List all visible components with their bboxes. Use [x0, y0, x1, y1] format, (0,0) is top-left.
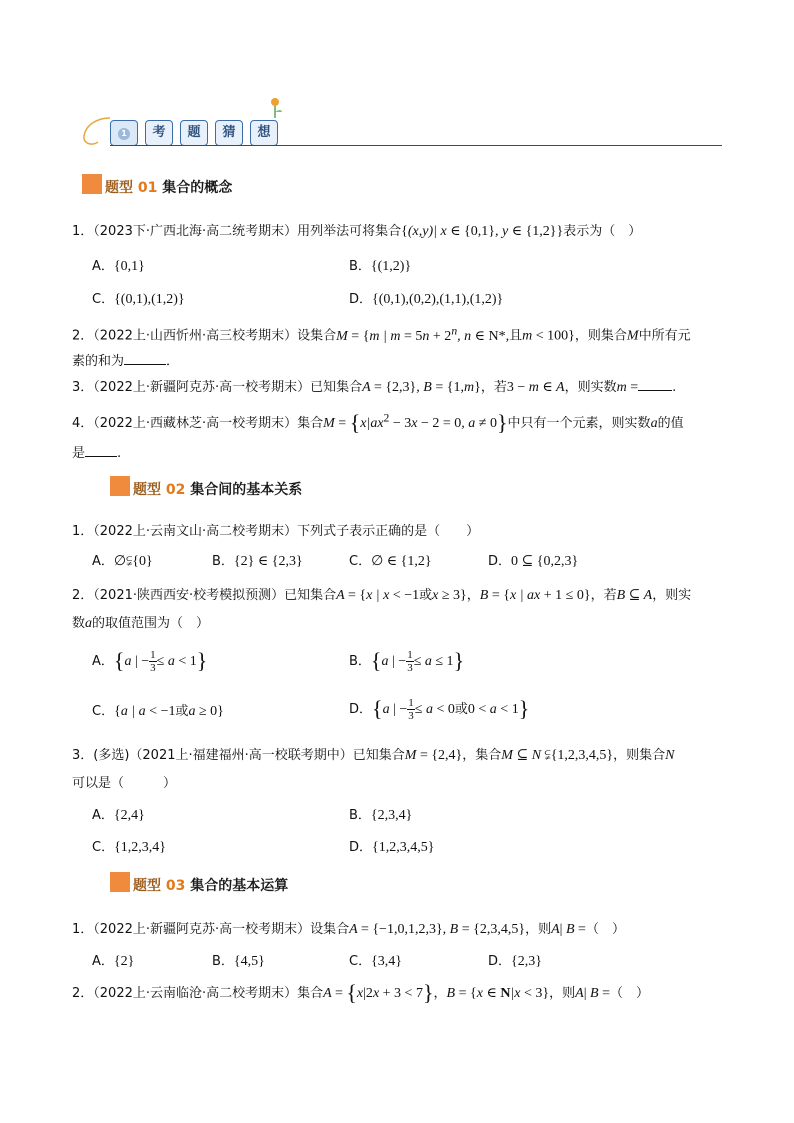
- header-char-2: 题: [180, 120, 208, 146]
- s1-q2-stem: 2．（2022上·山西忻州·高三校考期末）设集合M = {m | $m = 5n + 2^n$, n ∈ N*,且m < 100}，则集合M中所有元: [72, 324, 691, 344]
- s3-q1-option-b: B．{4,5}: [212, 954, 265, 969]
- swirl-decoration-icon: [80, 114, 114, 148]
- section-square-icon: [82, 174, 102, 194]
- s2-q2-option-a: A．{a | − $\frac{1}{3}$ ≤ a < 1}: [92, 648, 208, 675]
- s3-q1-option-d: D．{2,3}: [488, 954, 542, 969]
- header-number-badge: 1: [110, 120, 138, 146]
- s2-q2-line2: 数a的取值范围为（ ）: [72, 616, 210, 631]
- flower-icon: [265, 96, 285, 120]
- s1-q4-stem: 4．（2022上·西藏林芝·高一校考期末）集合$M = \{x|ax^2 - 3x - 2 = 0$, a ≠ 0}中只有一个元素，则实数a的值: [72, 410, 684, 435]
- s2-q1-option-d: D．0 ⊆ {0,2,3}: [488, 554, 579, 569]
- s2-q3-option-c: C．{1,2,3,4}: [92, 840, 167, 855]
- s2-q1-option-b: B．{2} ∈ {2,3}: [212, 554, 303, 569]
- s2-q3-option-d: D．{1,2,3,4,5}: [349, 840, 435, 855]
- s1-q4-line2: 是 .: [72, 446, 122, 461]
- s1-q2-line2: 素的和为 ．: [72, 354, 180, 369]
- header-rule: [110, 145, 722, 146]
- s2-q1-option-a: A．∅⫋{0}: [92, 554, 153, 569]
- s3-q2-stem: 2．（2022上·云南临沧·高二校考期末）集合A = {x|2x + 3 < 7}，B = {x ∈ N|x < 3}，则A| B =（ ）: [72, 980, 649, 1005]
- section-square-icon: [110, 476, 130, 496]
- s2-q2-option-b: B．{a | − $\frac{1}{3}$ ≤ a ≤ 1}: [349, 648, 465, 675]
- s2-q3-option-a: A．{2,4}: [92, 808, 145, 823]
- s2-q3-option-b: B．{2,3,4}: [349, 808, 413, 823]
- header-banner: [80, 96, 722, 152]
- s1-q1-option-c: C．{(0,1),(1,2)}: [92, 292, 185, 307]
- s1-q1-option-a: A．{0,1}: [92, 259, 145, 274]
- s2-q2-stem: 2．（2021·陕西西安·校考模拟预测）已知集合A = {x | x < −1或x ≥ 3}，B = {x | ax + 1 ≤ 0}，若B ⊆ A，则实: [72, 588, 692, 603]
- s2-q1-stem: 1．（2022上·云南文山·高二校考期末）下列式子表示正确的是（ ）: [72, 524, 480, 539]
- s3-q1-option-a: A．{2}: [92, 954, 135, 969]
- s2-q1-option-c: C．∅ ∈ {1,2}: [349, 554, 432, 569]
- s3-q1-stem: 1．（2022上·新疆阿克苏·高一校考期末）设集合A = {−1,0,1,2,3}, B = {2,3,4,5}，则A| B =（ ）: [72, 922, 625, 937]
- section-square-icon: [110, 872, 130, 892]
- header-char-4: 想: [250, 120, 278, 146]
- s3-q1-option-c: C．{3,4}: [349, 954, 403, 969]
- s2-q3-stem: 3．(多选)（2021上·福建福州·高一校联考期中）已知集合M = {2,4}，集合M ⊆ N ⫋{1,2,3,4,5}，则集合N: [72, 748, 675, 763]
- header-char-3: 猜: [215, 120, 243, 146]
- s1-q1-option-b: B．{(1,2)}: [349, 259, 412, 274]
- s2-q2-option-d: D．{a | − $\frac{1}{3}$ ≤ a < 0或0 < a < 1}: [349, 696, 530, 723]
- s1-q1-option-d: D．{(0,1),(0,2),(1,1),(1,2)}: [349, 292, 504, 307]
- s1-q3-stem: 3．（2022上·新疆阿克苏·高一校考期末）已知集合A = {2,3}, B = {1,m}，若3 − m ∈ A，则实数m = .: [72, 380, 677, 395]
- s2-q3-line2: 可以是（ ）: [72, 776, 177, 791]
- s2-q2-option-c: C．{a | a < −1或a ≥ 0}: [92, 704, 224, 719]
- s1-q1-stem: 1．（2023下·广西北海·高二统考期末）用列举法可将集合{(x,y)| x ∈ {0,1}, y ∈ {1,2}}表示为（ ）: [72, 224, 642, 239]
- header-char-1: 考: [145, 120, 173, 146]
